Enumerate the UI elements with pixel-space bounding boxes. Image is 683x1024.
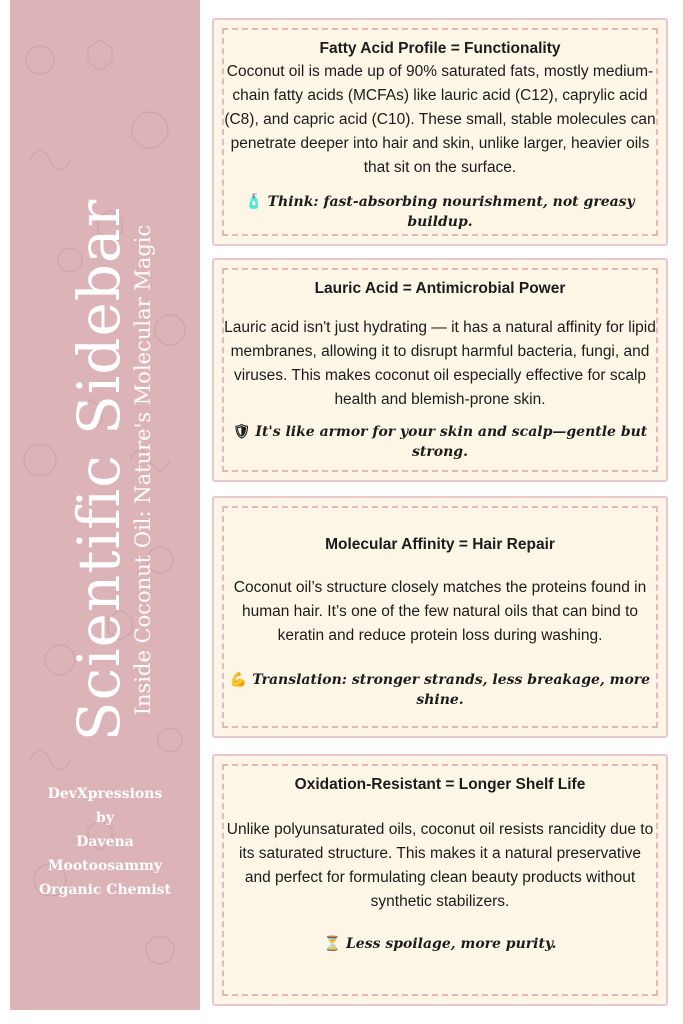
card-lauric-acid	[212, 258, 668, 482]
card-tip-text: Think: fast-absorbing nourishment, not greasy buildup.	[267, 194, 635, 230]
author-line: by	[96, 810, 114, 826]
card-body: Coconut oil is made up of 90% saturated fats, mostly medium-chain fatty acids (MCFAs) like lauric acid (C12), caprylic acid (C8), and capric acid (C10). These small, stable molecules can penetrate deeper into hair and skin, unlike larger, heavier oils that sit on the surface.	[224, 63, 656, 176]
card-fatty-acid	[212, 18, 668, 246]
card-tip-text: Translation: stronger strands, less breakage, more shine.	[252, 672, 651, 708]
author-line: DevXpressions	[47, 786, 163, 802]
card-heading: Fatty Acid Profile = Functionality	[319, 40, 561, 57]
hourglass-icon: ⏳	[323, 936, 342, 952]
card-molecular-affinity	[212, 496, 668, 738]
lotion-bottle-icon: 🧴	[245, 194, 263, 210]
card-tip-text: It's like armor for your skin and scalp—gentle but strong.	[255, 424, 648, 460]
card-tip-text: Less spoilage, more purity.	[345, 936, 557, 952]
sidebar-title-block	[65, 198, 156, 742]
card-tip	[224, 192, 656, 232]
sidebar-title: Scientific Sidebar	[65, 198, 133, 742]
card-body: Coconut oil’s structure closely matches the proteins found in human hair. It’s one of the few natural oils that can bind to keratin and reduce protein loss during washing.	[233, 579, 647, 644]
author-line: Organic Chemist	[38, 882, 172, 898]
card-heading: Oxidation-Resistant = Longer Shelf Life	[294, 776, 586, 793]
author-line: Mootoosammy	[47, 858, 163, 874]
card-tip	[224, 670, 656, 710]
card-tip	[224, 422, 656, 462]
author-credit	[10, 782, 200, 902]
card-body: Lauric acid isn't just hydrating — it has a natural affinity for lipid membranes, allowing it to disrupt harmful bacteria, fungi, and viruses. This makes coconut oil especially effective for scalp health and blemish-prone skin.	[224, 319, 656, 408]
card-heading: Lauric Acid = Antimicrobial Power	[314, 280, 566, 297]
shield-icon: 🛡	[232, 424, 251, 440]
card-tip	[224, 934, 656, 954]
card-heading: Molecular Affinity = Hair Repair	[325, 536, 555, 553]
card-body: Unlike polyunsaturated oils, coconut oil resists rancidity due to its saturated structure. This makes it a natural preservative and perfect for formulating clean beauty products without synthetic stabilizers.	[226, 821, 654, 910]
sidebar-panel	[10, 0, 200, 1010]
card-oxidation-resistant	[212, 754, 668, 1006]
author-line: Davena	[76, 834, 134, 850]
flexed-biceps-icon: 💪	[229, 672, 248, 688]
sidebar-subtitle: Inside Coconut Oil: Nature's Molecular Magic	[131, 224, 155, 716]
